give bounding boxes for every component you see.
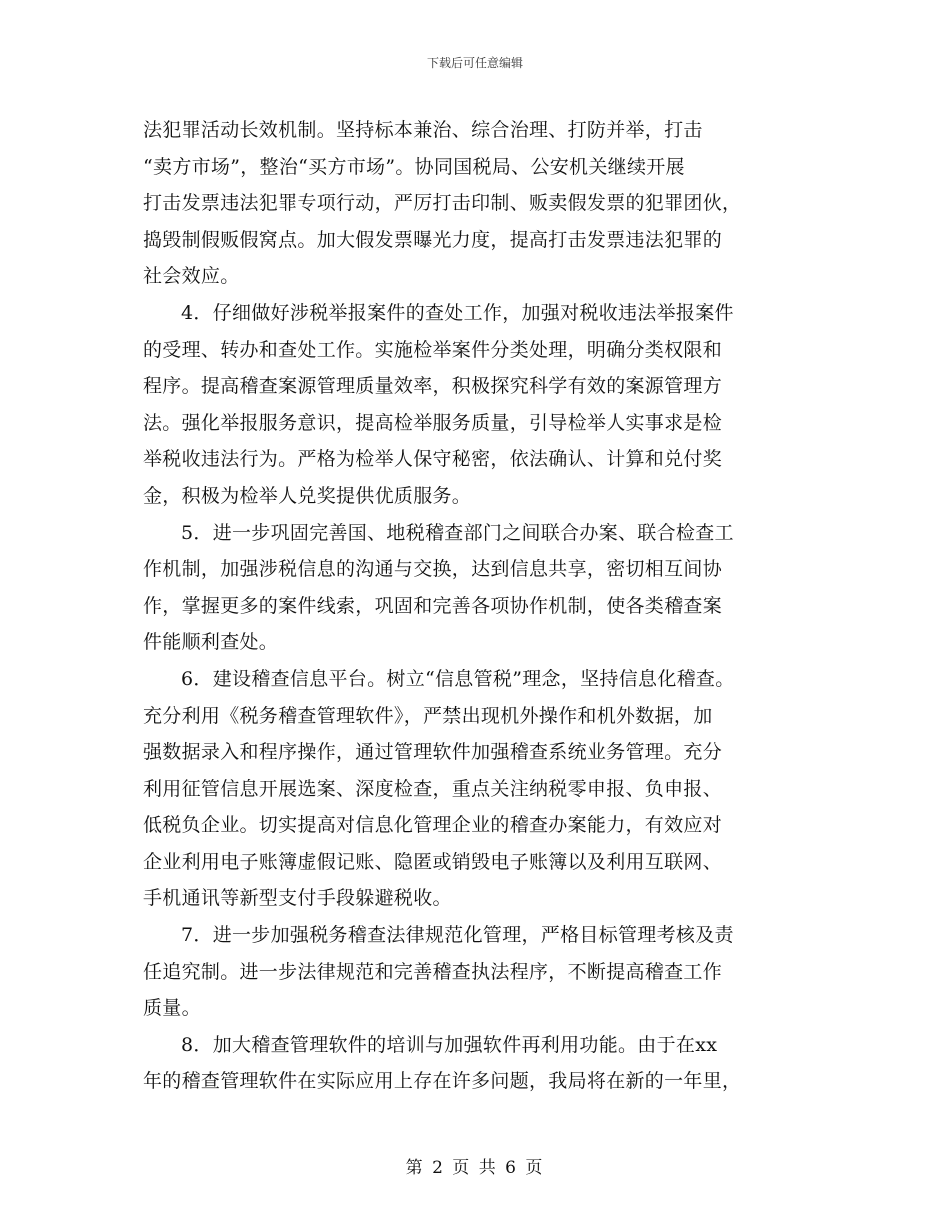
- text-line: “卖方市场”，整治“买方市场”。协同国税局、公安机关继续开展: [143, 155, 685, 178]
- text-line: 手机通讯等新型支付手段躲避税收。: [143, 887, 452, 910]
- text-line: 6．建设稽查信息平台。树立“信息管税”理念，坚持信息化稽查。: [181, 667, 735, 690]
- text-line: 年的稽查管理软件在实际应用上存在许多问题，我局将在新的一年里，: [143, 1070, 742, 1093]
- document-body: [143, 112, 833, 1100]
- page-number-footer: 第 2 页 共 6 页: [405, 1158, 545, 1178]
- text-line: 5．进一步巩固完善国、地税稽查部门之间联合办案、联合检查工: [181, 521, 734, 544]
- text-line: 企业利用电子账簿虚假记账、隐匿或销毁电子账簿以及利用互联网、: [143, 850, 723, 873]
- text-line: 捣毁制假贩假窝点。加大假发票曝光力度，提高打击发票违法犯罪的: [143, 228, 723, 251]
- text-line: 件能顺利查处。: [143, 631, 279, 654]
- text-line: 任追究制。进一步法律规范和完善稽查执法程序，不断提高稽查工作: [143, 960, 723, 983]
- text-line: 充分利用《税务稽查管理软件》，严禁出现机外操作和机外数据，加: [143, 704, 713, 727]
- text-line: 的受理、转办和查处工作。实施检举案件分类处理，明确分类权限和: [143, 338, 723, 361]
- text-line: 8．加大稽查管理软件的培训与加强软件再利用功能。由于在xx: [181, 1033, 718, 1056]
- text-line: 打击发票违法犯罪专项行动，严厉打击印制、贩卖假发票的犯罪团伙，: [143, 192, 742, 215]
- text-line: 利用征管信息开展选案、深度检查，重点关注纳税零申报、负申报、: [143, 777, 723, 800]
- text-line: 举税收违法行为。严格为检举人保守秘密，依法确认、计算和兑付奖: [143, 448, 723, 471]
- text-line: 程序。提高稽查案源管理质量效率，积极探究科学有效的案源管理方: [143, 375, 723, 398]
- text-line: 作机制，加强涉税信息的沟通与交换，达到信息共享，密切相互间协: [143, 558, 723, 581]
- text-line: 强数据录入和程序操作，通过管理软件加强稽查系统业务管理。充分: [143, 741, 723, 764]
- text-line: 法。强化举报服务意识，提高检举服务质量，引导检举人实事求是检: [143, 411, 723, 434]
- text-line: 7．进一步加强税务稽查法律规范化管理，严格目标管理考核及责: [181, 924, 734, 947]
- text-line: 法犯罪活动长效机制。坚持标本兼治、综合治理、打防并举，打击: [143, 119, 703, 141]
- text-line: 金，积极为检举人兑奖提供优质服务。: [143, 484, 472, 507]
- text-line: 4．仔细做好涉税举报案件的查处工作，加强对税收违法举报案件: [181, 301, 734, 324]
- page-header: 下载后可任意编辑: [426, 56, 523, 70]
- text-line: 社会效应。: [143, 265, 240, 288]
- text-line: 低税负企业。切实提高对信息化管理企业的稽查办案能力，有效应对: [143, 814, 723, 837]
- text-line: 质量。: [143, 997, 201, 1020]
- text-line: 作，掌握更多的案件线索，巩固和完善各项协作机制，使各类稽查案: [143, 594, 723, 617]
